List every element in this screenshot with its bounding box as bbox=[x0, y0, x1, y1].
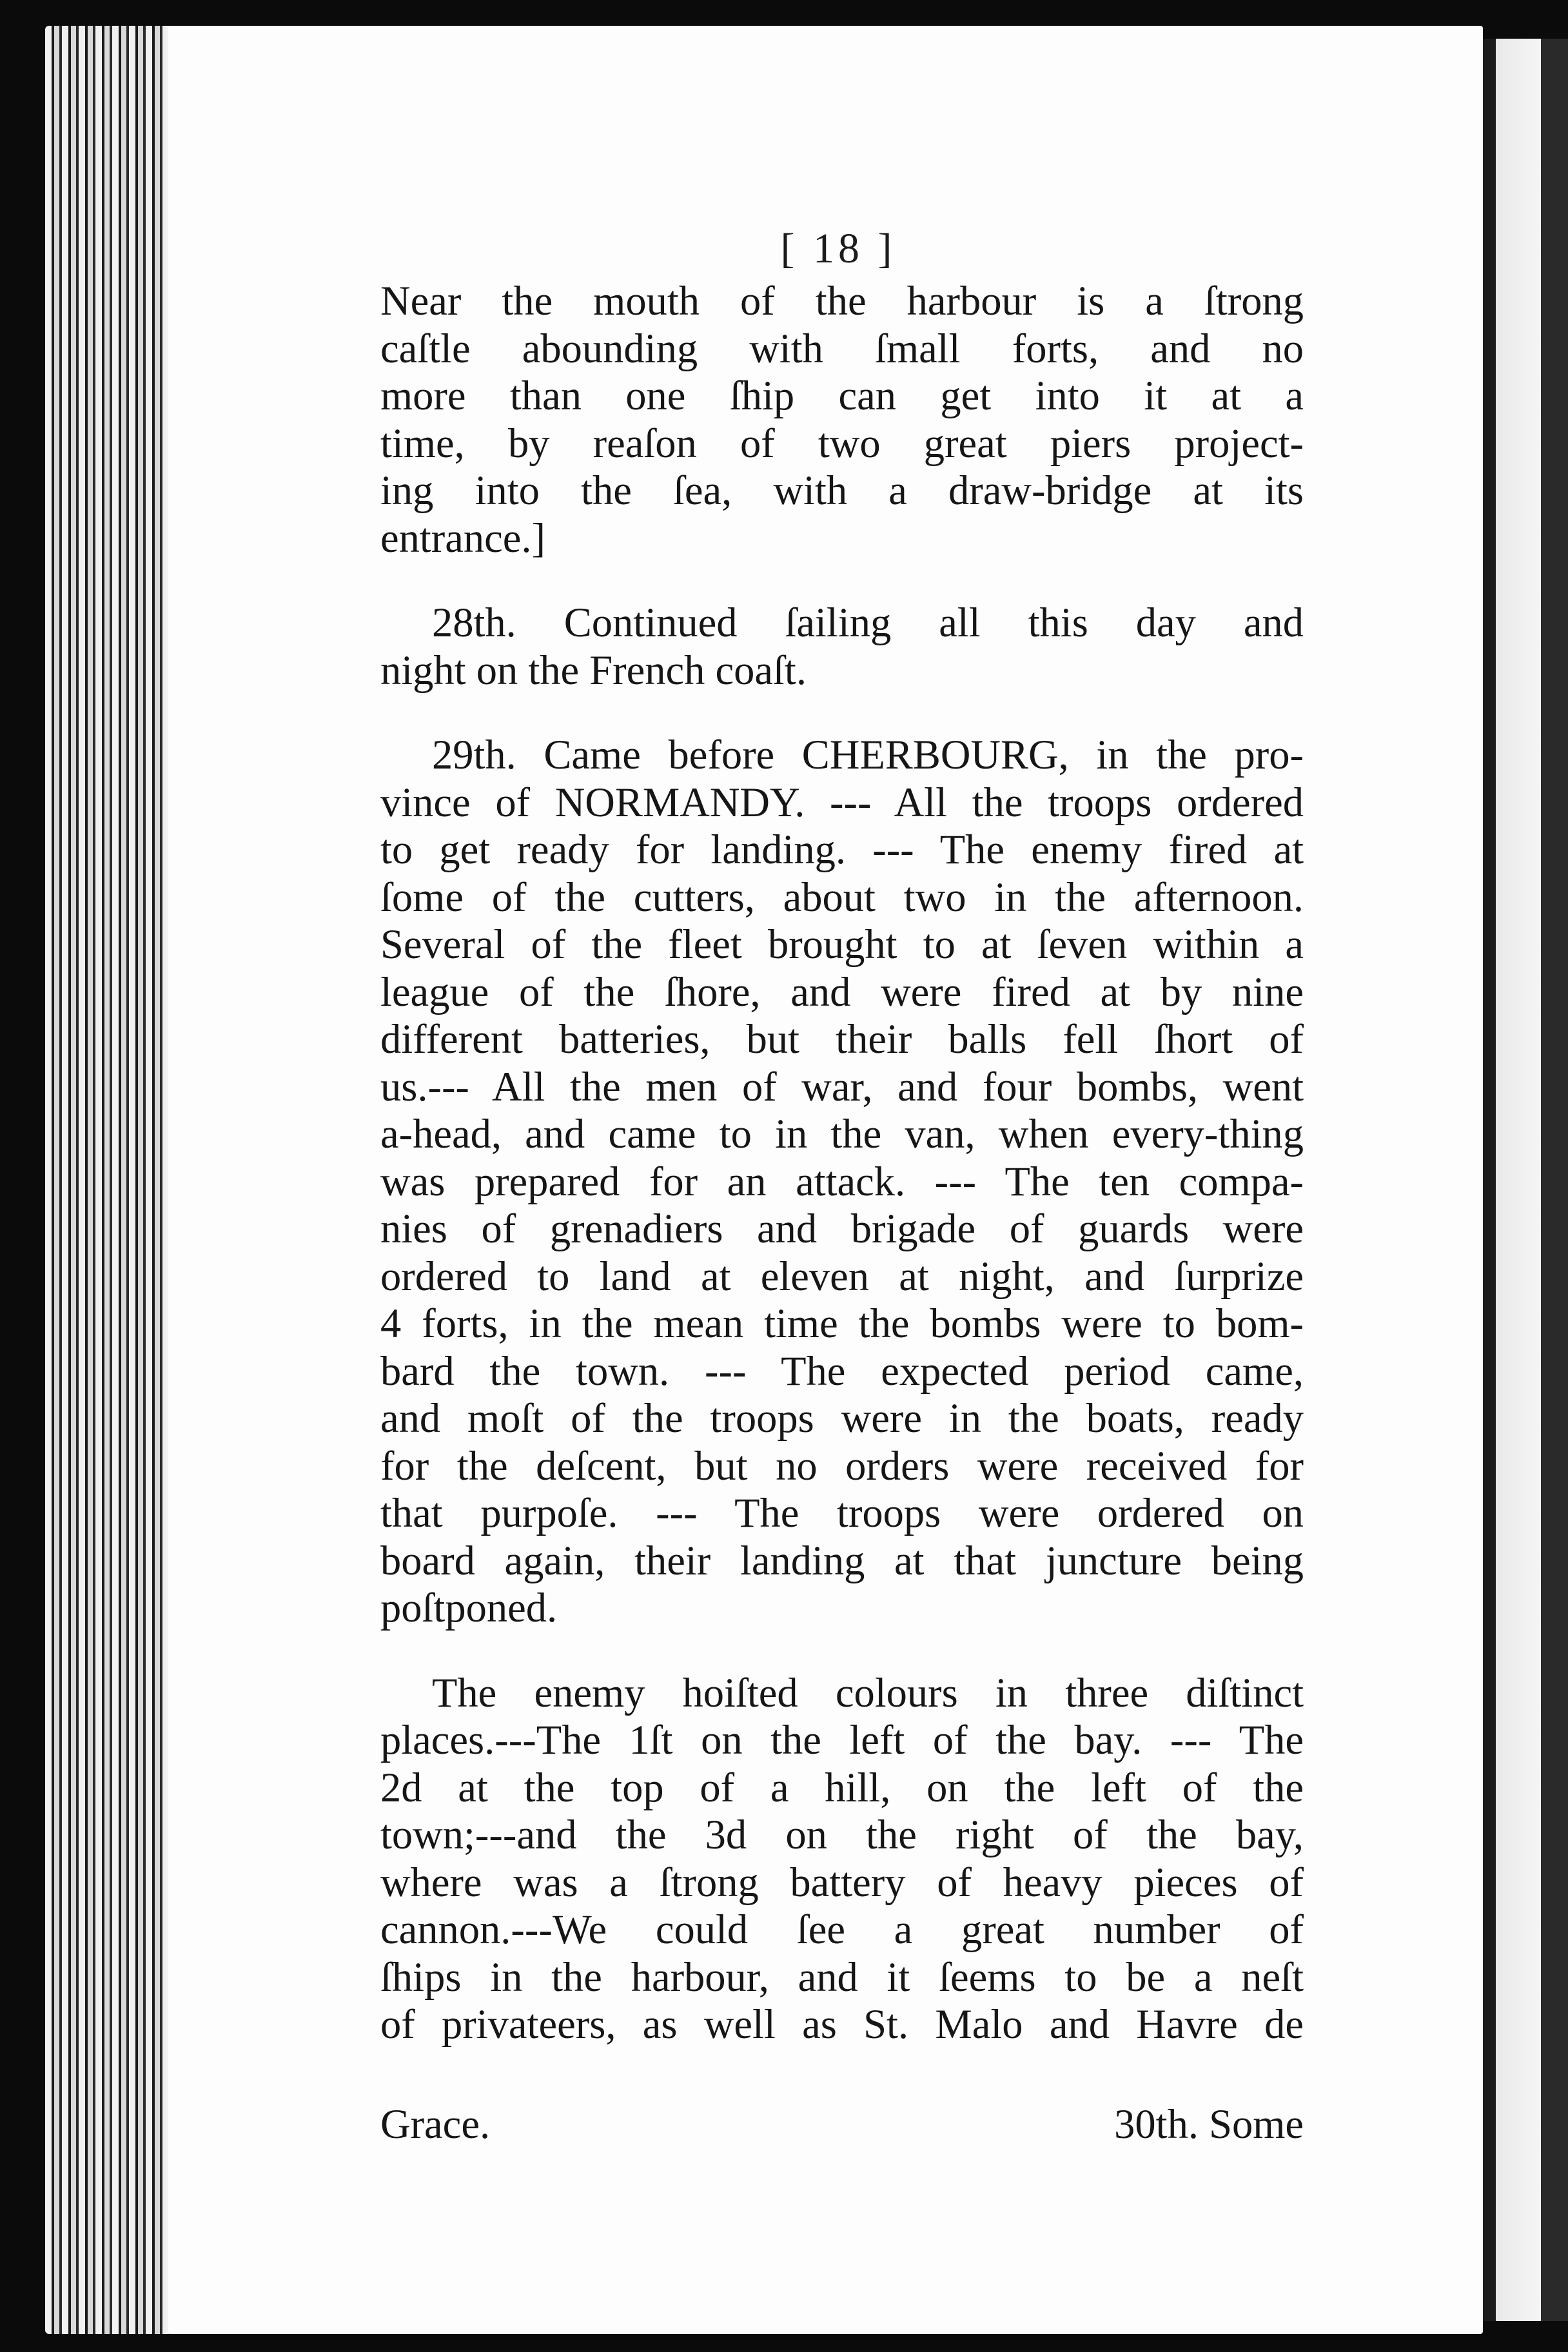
text-line: different batteries, but their balls fell ſhort of bbox=[380, 1016, 1304, 1062]
text-line: 2d at the top of a hill, on the left of the bbox=[380, 1764, 1304, 1810]
text-line: ordered to land at eleven at night, and ſurprize bbox=[380, 1253, 1304, 1299]
text-line: 29th. Came before CHERBOURG, in the pro- bbox=[432, 732, 1304, 778]
text-line: cannon.---We could ſee a great number of bbox=[380, 1906, 1304, 1952]
text-line: time, by reaſon of two great piers project- bbox=[380, 420, 1304, 466]
last-line bbox=[380, 2101, 1304, 2148]
text-line: nies of grenadiers and brigade of guards were bbox=[380, 1206, 1304, 1251]
text-line: The enemy hoiſted colours in three diſtinct bbox=[432, 1669, 1304, 1716]
text-line: for the deſcent, but no orders were received for bbox=[380, 1442, 1304, 1489]
text-line: bard the town. --- The expected period came, bbox=[380, 1348, 1304, 1394]
book-page-edges bbox=[45, 26, 174, 2334]
text-line: was prepared for an attack. --- The ten compa- bbox=[380, 1158, 1304, 1204]
text-line: entrance.] bbox=[380, 514, 546, 561]
facing-page-edge bbox=[1483, 39, 1568, 2321]
text-line: and moſt of the troops were in the boats, ready bbox=[380, 1395, 1304, 1441]
text-line: ing into the ſea, with a draw-bridge at its bbox=[380, 467, 1304, 513]
text-line: us.--- All the men of war, and four bombs, went bbox=[380, 1063, 1304, 1110]
text-line: Near the mouth of the harbour is a ſtrong bbox=[380, 278, 1304, 324]
text-line: that purpoſe. --- The troops were ordered on bbox=[380, 1490, 1304, 1536]
text-line: more than one ſhip can get into it at a bbox=[380, 373, 1304, 418]
text-line: Several of the fleet brought to at ſeven within a bbox=[380, 921, 1304, 967]
text-line: a-head, and came to in the van, when every-thing bbox=[380, 1111, 1304, 1157]
paragraph-colours bbox=[380, 1669, 1304, 2048]
text-line: ſhips in the harbour, and it ſeems to be a neſt bbox=[380, 1954, 1304, 2000]
text-line: Grace. bbox=[380, 2101, 491, 2147]
catchword: 30th. Some bbox=[1114, 2101, 1304, 2147]
text-line: caſtle abounding with ſmall forts, and no bbox=[380, 325, 1304, 371]
text-line: 28th. Continued ſailing all this day and bbox=[432, 600, 1304, 645]
body-text bbox=[380, 277, 1304, 2048]
text-line: ſome of the cutters, about two in the afternoon. bbox=[380, 874, 1304, 920]
text-line: of privateers, as well as St. Malo and Havre de bbox=[380, 2001, 1304, 2047]
page-number: [ 18 ] bbox=[780, 225, 896, 272]
text-line: places.---The 1ſt on the left of the bay. --- The bbox=[380, 1717, 1304, 1763]
text-line: night on the French coaſt. bbox=[380, 647, 807, 693]
text-line: vince of NORMANDY. --- All the troops ordered bbox=[380, 779, 1304, 825]
text-line: where was a ſtrong battery of heavy pieces of bbox=[380, 1859, 1304, 1905]
text-line: to get ready for landing. --- The enemy fired at bbox=[380, 827, 1304, 872]
text-line: town;---and the 3d on the right of the bay, bbox=[380, 1812, 1304, 1857]
text-line: poſtponed. bbox=[380, 1585, 558, 1631]
paragraph-28th bbox=[380, 599, 1304, 694]
paragraph-29th bbox=[380, 731, 1304, 1632]
text-line: 4 forts, in the mean time the bombs were to bom- bbox=[380, 1300, 1304, 1346]
paragraph-harbour bbox=[380, 277, 1304, 562]
text-line: board again, their landing at that juncture being bbox=[380, 1537, 1304, 1583]
text-line: league of the ſhore, and were fired at by nine bbox=[380, 968, 1304, 1015]
